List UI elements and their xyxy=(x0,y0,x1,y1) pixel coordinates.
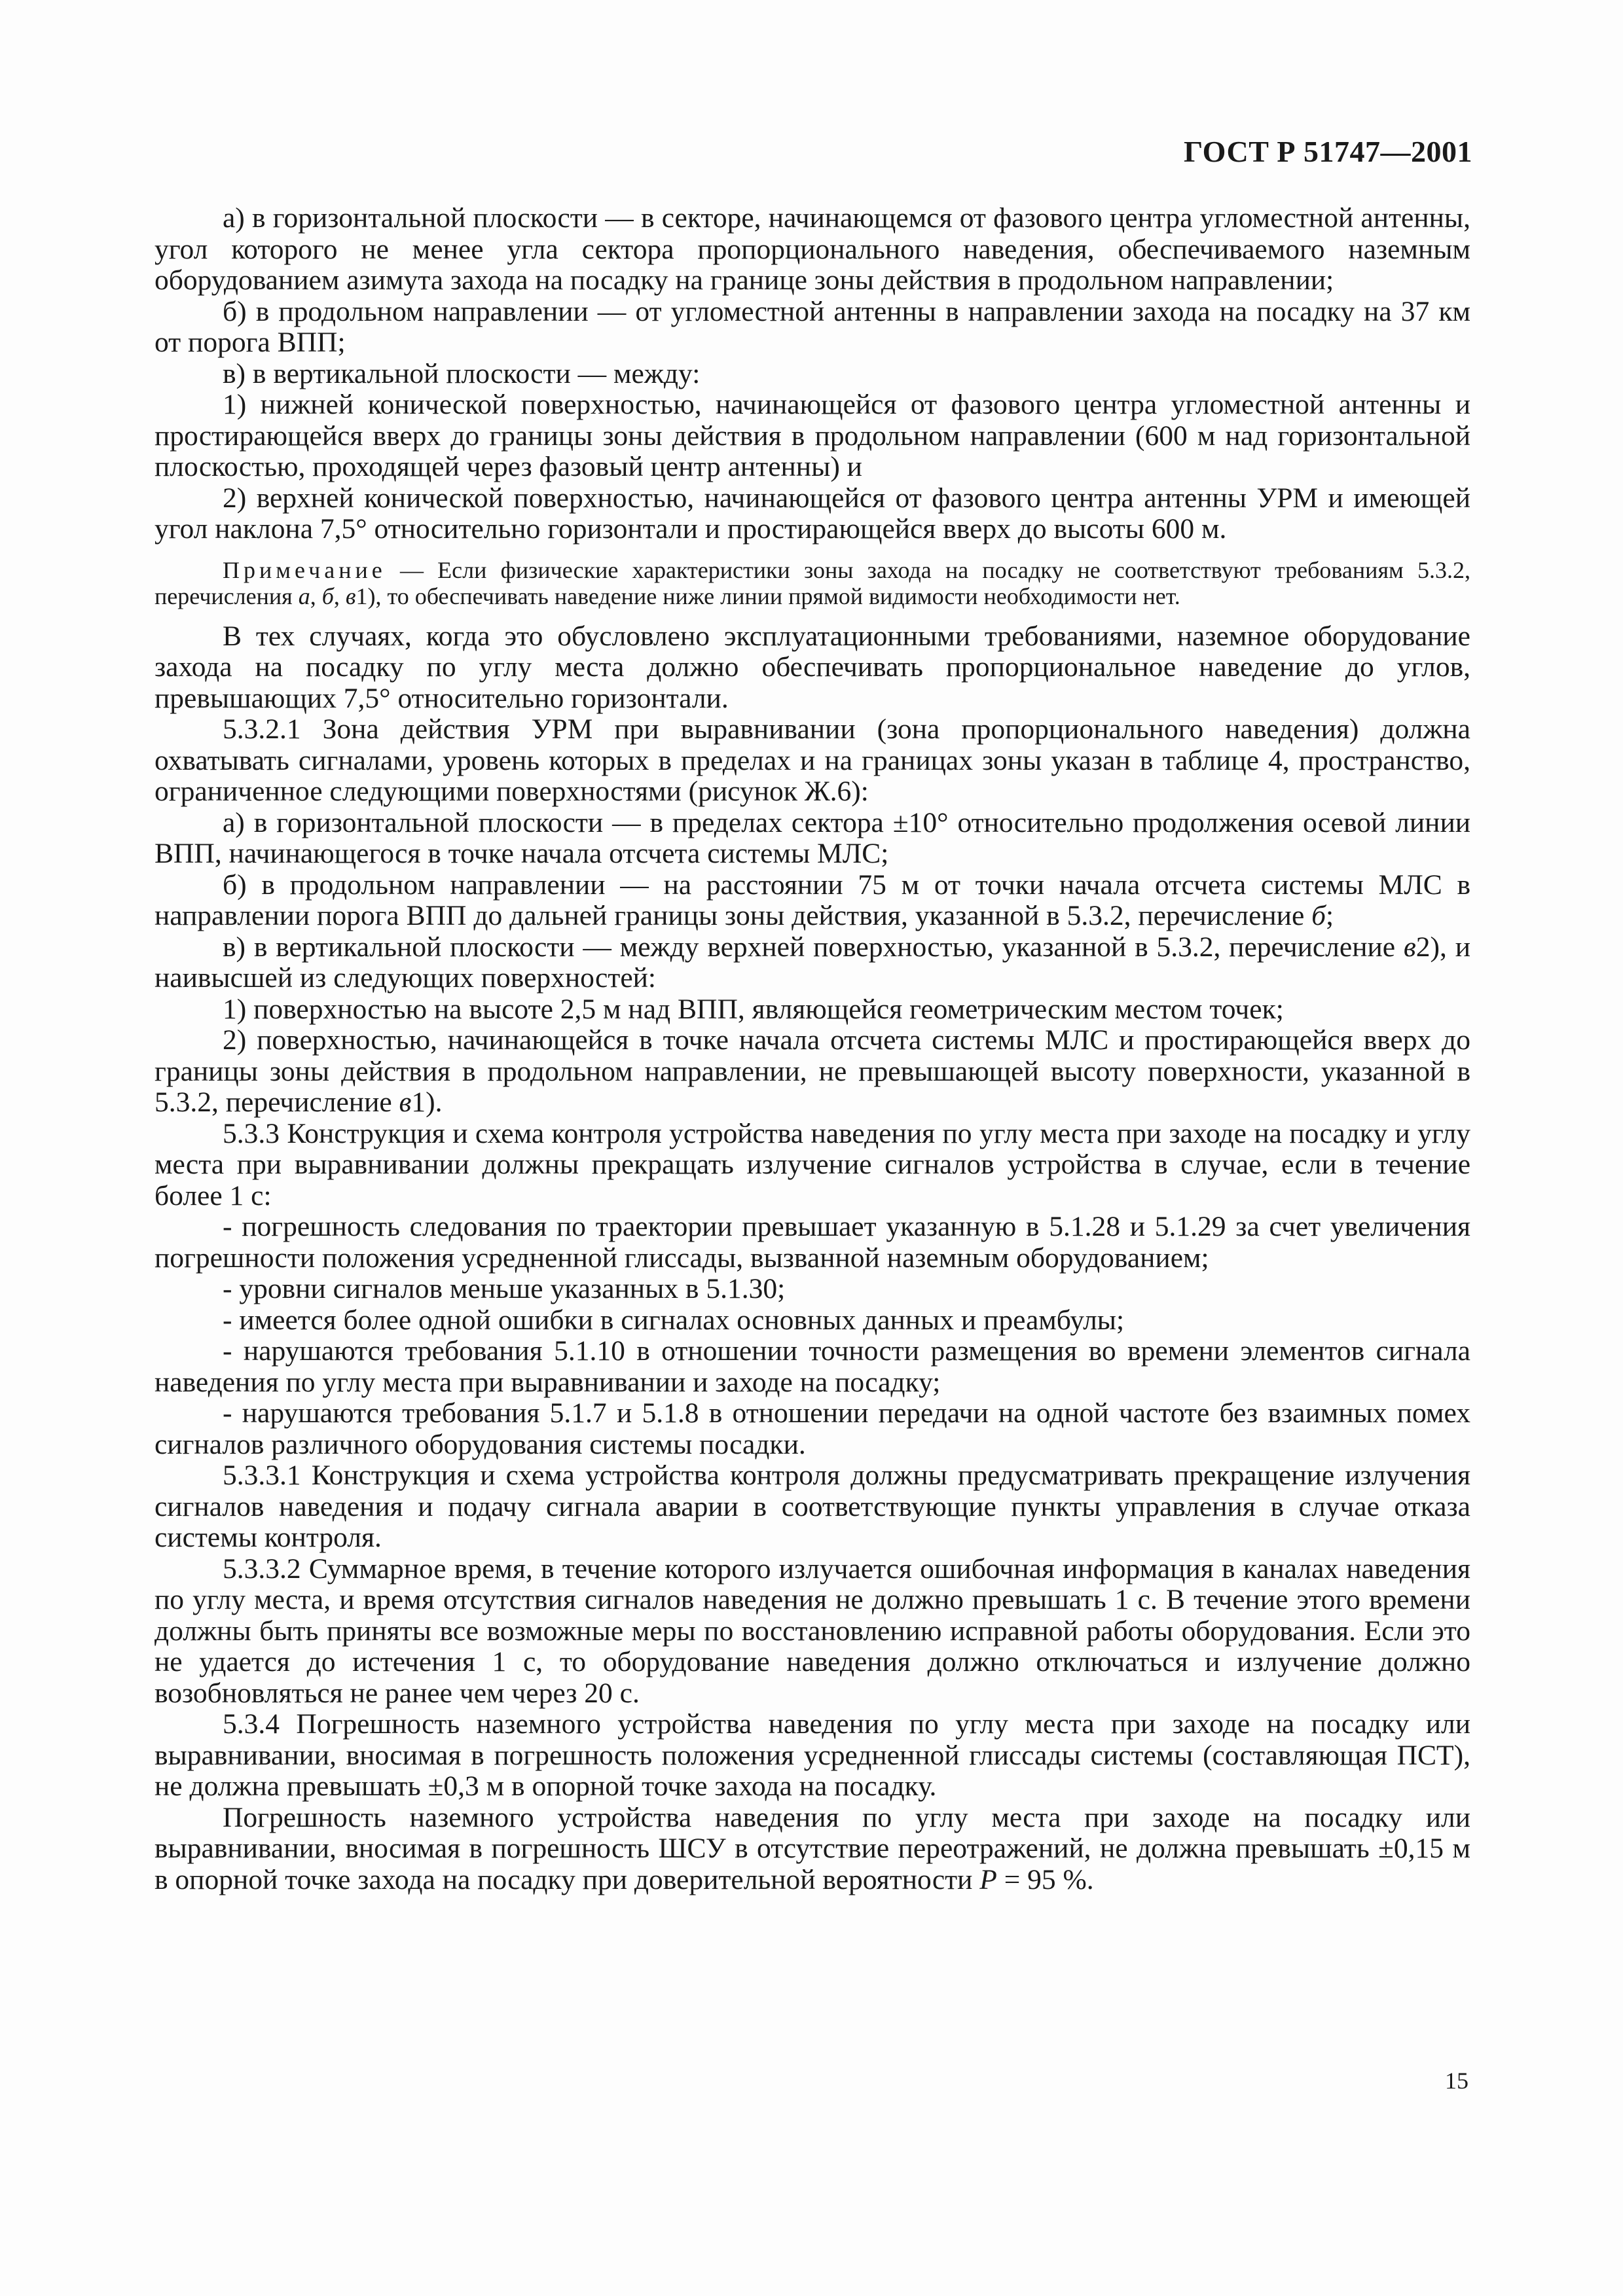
note-paragraph xyxy=(155,557,1470,609)
paragraph-text: 2) поверхностью, начинающейся в точке начала отсчета системы МЛС и простирающейся вверх до границы зоны действия в продольном направлении, не превышающей высоту поверхности, указанной в 5.3.2, перечисление xyxy=(155,1024,1470,1118)
paragraph xyxy=(155,1025,1470,1119)
paragraph: 2) верхней конической поверхностью, начинающейся от фазового центра антенны УРМ и имеющей угол наклона 7,5° относительно горизонтали и простирающейся вверх до высоты 600 м. xyxy=(155,482,1470,545)
paragraph-text: б) в продольном направлении — на расстоянии 75 м от точки начала отсчета системы МЛС в направлении порога ВПП до дальней границы зоны действия, указанной в 5.3.2, перечисление xyxy=(155,869,1470,931)
paragraph-end: 1). xyxy=(411,1086,443,1118)
paragraph xyxy=(155,932,1470,994)
list-item: - уровни сигналов меньше указанных в 5.1.30; xyxy=(223,1273,786,1304)
paragraph-text: в) в вертикальной плоскости — между верхней поверхностью, указанной в 5.3.2, перечисление xyxy=(223,931,1404,963)
document-body xyxy=(155,203,1470,1895)
note-sep: , xyxy=(333,583,346,609)
paragraph-italic: в xyxy=(399,1086,412,1118)
paragraph-text: Погрешность наземного устройства наведения по углу места при заходе на посадку или выравнивании, вносимая в погрешность ШСУ в отсутствие переотражений, не должна превышать ±0,15 м в опорной точке захода на посадку при доверительной вероятности xyxy=(155,1801,1470,1895)
paragraph: а) в горизонтальной плоскости — в секторе, начинающемся от фазового центра угломестной антенны, угол которого не менее угла сектора пропорционального наведения, обеспечиваемого наземным оборудованием азимута захода на посадку на границе зоны действия в продольном направлении; xyxy=(155,202,1470,296)
paragraph: В тех случаях, когда это обусловлено эксплуатационными требованиями, наземное оборудование захода на посадку по углу места должно обеспечивать пропорциональное наведение до углов, превышающих 7,5° относительно горизонтали. xyxy=(155,620,1470,714)
standard-header: ГОСТ Р 51747—2001 xyxy=(1184,135,1472,168)
page-number: 15 xyxy=(1445,2068,1468,2094)
paragraph: 5.3.3.1 Конструкция и схема устройства контроля должны предусматривать прекращение излучения сигналов наведения и подачу сигнала аварии в соответствующие пункты управления в случае отказа системы контроля. xyxy=(155,1460,1470,1553)
paragraph: а) в горизонтальной плоскости — в пределах сектора ±10° относительно продолжения осевой линии ВПП, начинающегося в точке начала отсчета системы МЛС; xyxy=(155,806,1470,869)
paragraph: 5.3.2.1 Зона действия УРМ при выравнивании (зона пропорционального наведения) должна охватывать сигналами, уровень которых в пределах и на границах зоны указан в таблице 4, пространство, ограниченное следующими поверхностями (рисунок Ж.6): xyxy=(155,713,1470,807)
paragraph: 1) нижней конической поверхностью, начинающейся от фазового центра угломестной антенны и простирающейся вверх до границы зоны действия в продольном направлении (600 м над горизонтальной плоскостью, проходящей через фазовый центр антенны) и xyxy=(155,389,1470,482)
note-italic-a: а xyxy=(298,583,310,609)
paragraph: в) в вертикальной плоскости — между: xyxy=(223,357,701,389)
note-italic-b: б xyxy=(321,583,334,609)
paragraph-end: = 95 %. xyxy=(996,1863,1094,1895)
list-item: - нарушаются требования 5.1.7 и 5.1.8 в отношении передачи на одной частоте без взаимных помех сигналов различного оборудования системы посадки. xyxy=(155,1397,1470,1460)
paragraph-end: 2), и наивысшей из следующих поверхностей: xyxy=(155,931,1470,994)
paragraph-end: ; xyxy=(1326,900,1334,931)
paragraph-italic: б xyxy=(1311,900,1326,931)
note-text: — Если физические характеристики зоны захода на посадку не соответствуют требованиям 5.3.2, перечисления xyxy=(155,556,1470,609)
note-italic-v: в xyxy=(345,583,356,609)
paragraph: 5.3.3 Конструкция и схема контроля устройства наведения по углу места при заходе на посадку и углу места при выравнивании должны прекращать излучение сигналов устройства в случае, если в течение более 1 с: xyxy=(155,1117,1470,1211)
paragraph xyxy=(155,1803,1470,1896)
paragraph: 1) поверхностью на высоте 2,5 м над ВПП, являющейся геометрическим местом точек; xyxy=(223,993,1284,1025)
note-sep: , xyxy=(310,583,322,609)
paragraph: 5.3.4 Погрешность наземного устройства наведения по углу места при заходе на посадку или выравнивании, вносимая в погрешность положения усредненной глиссады системы (составляющая ПСТ), не должна превышать ±0,3 м в опорной точке захода на посадку. xyxy=(155,1708,1470,1802)
paragraph: 5.3.3.2 Суммарное время, в течение которого излучается ошибочная информация в каналах наведения по углу места, и время отсутствия сигналов наведения не должно превышать 1 с. В течение этого времени должны быть приняты все возможные меры по восстановлению исправной работы оборудования. Если это не удается до истечения 1 с, то оборудование наведения должно отключаться и излучение должно возобновляться не ранее чем через 20 с. xyxy=(155,1552,1470,1709)
paragraph-italic: P xyxy=(979,1863,997,1895)
list-item: - имеется более одной ошибки в сигналах основных данных и преамбулы; xyxy=(223,1304,1125,1336)
list-item: - погрешность следования по траектории превышает указанную в 5.1.28 и 5.1.29 за счет увеличения погрешности положения усредненной глиссады, вызванной наземным оборудованием; xyxy=(155,1211,1470,1274)
list-item: - нарушаются требования 5.1.10 в отношении точности размещения во времени элементов сигнала наведения по углу места при выравнивании и заходе на посадку; xyxy=(155,1335,1470,1398)
paragraph: б) в продольном направлении — от угломестной антенны в направлении захода на посадку на 37 км от порога ВПП; xyxy=(155,295,1470,358)
paragraph xyxy=(155,870,1470,932)
paragraph-italic: в xyxy=(1403,931,1416,963)
note-text-end: 1), то обеспечивать наведение ниже линии прямой видимости необходимости нет. xyxy=(356,583,1180,609)
note-label: Примечание xyxy=(223,556,386,583)
